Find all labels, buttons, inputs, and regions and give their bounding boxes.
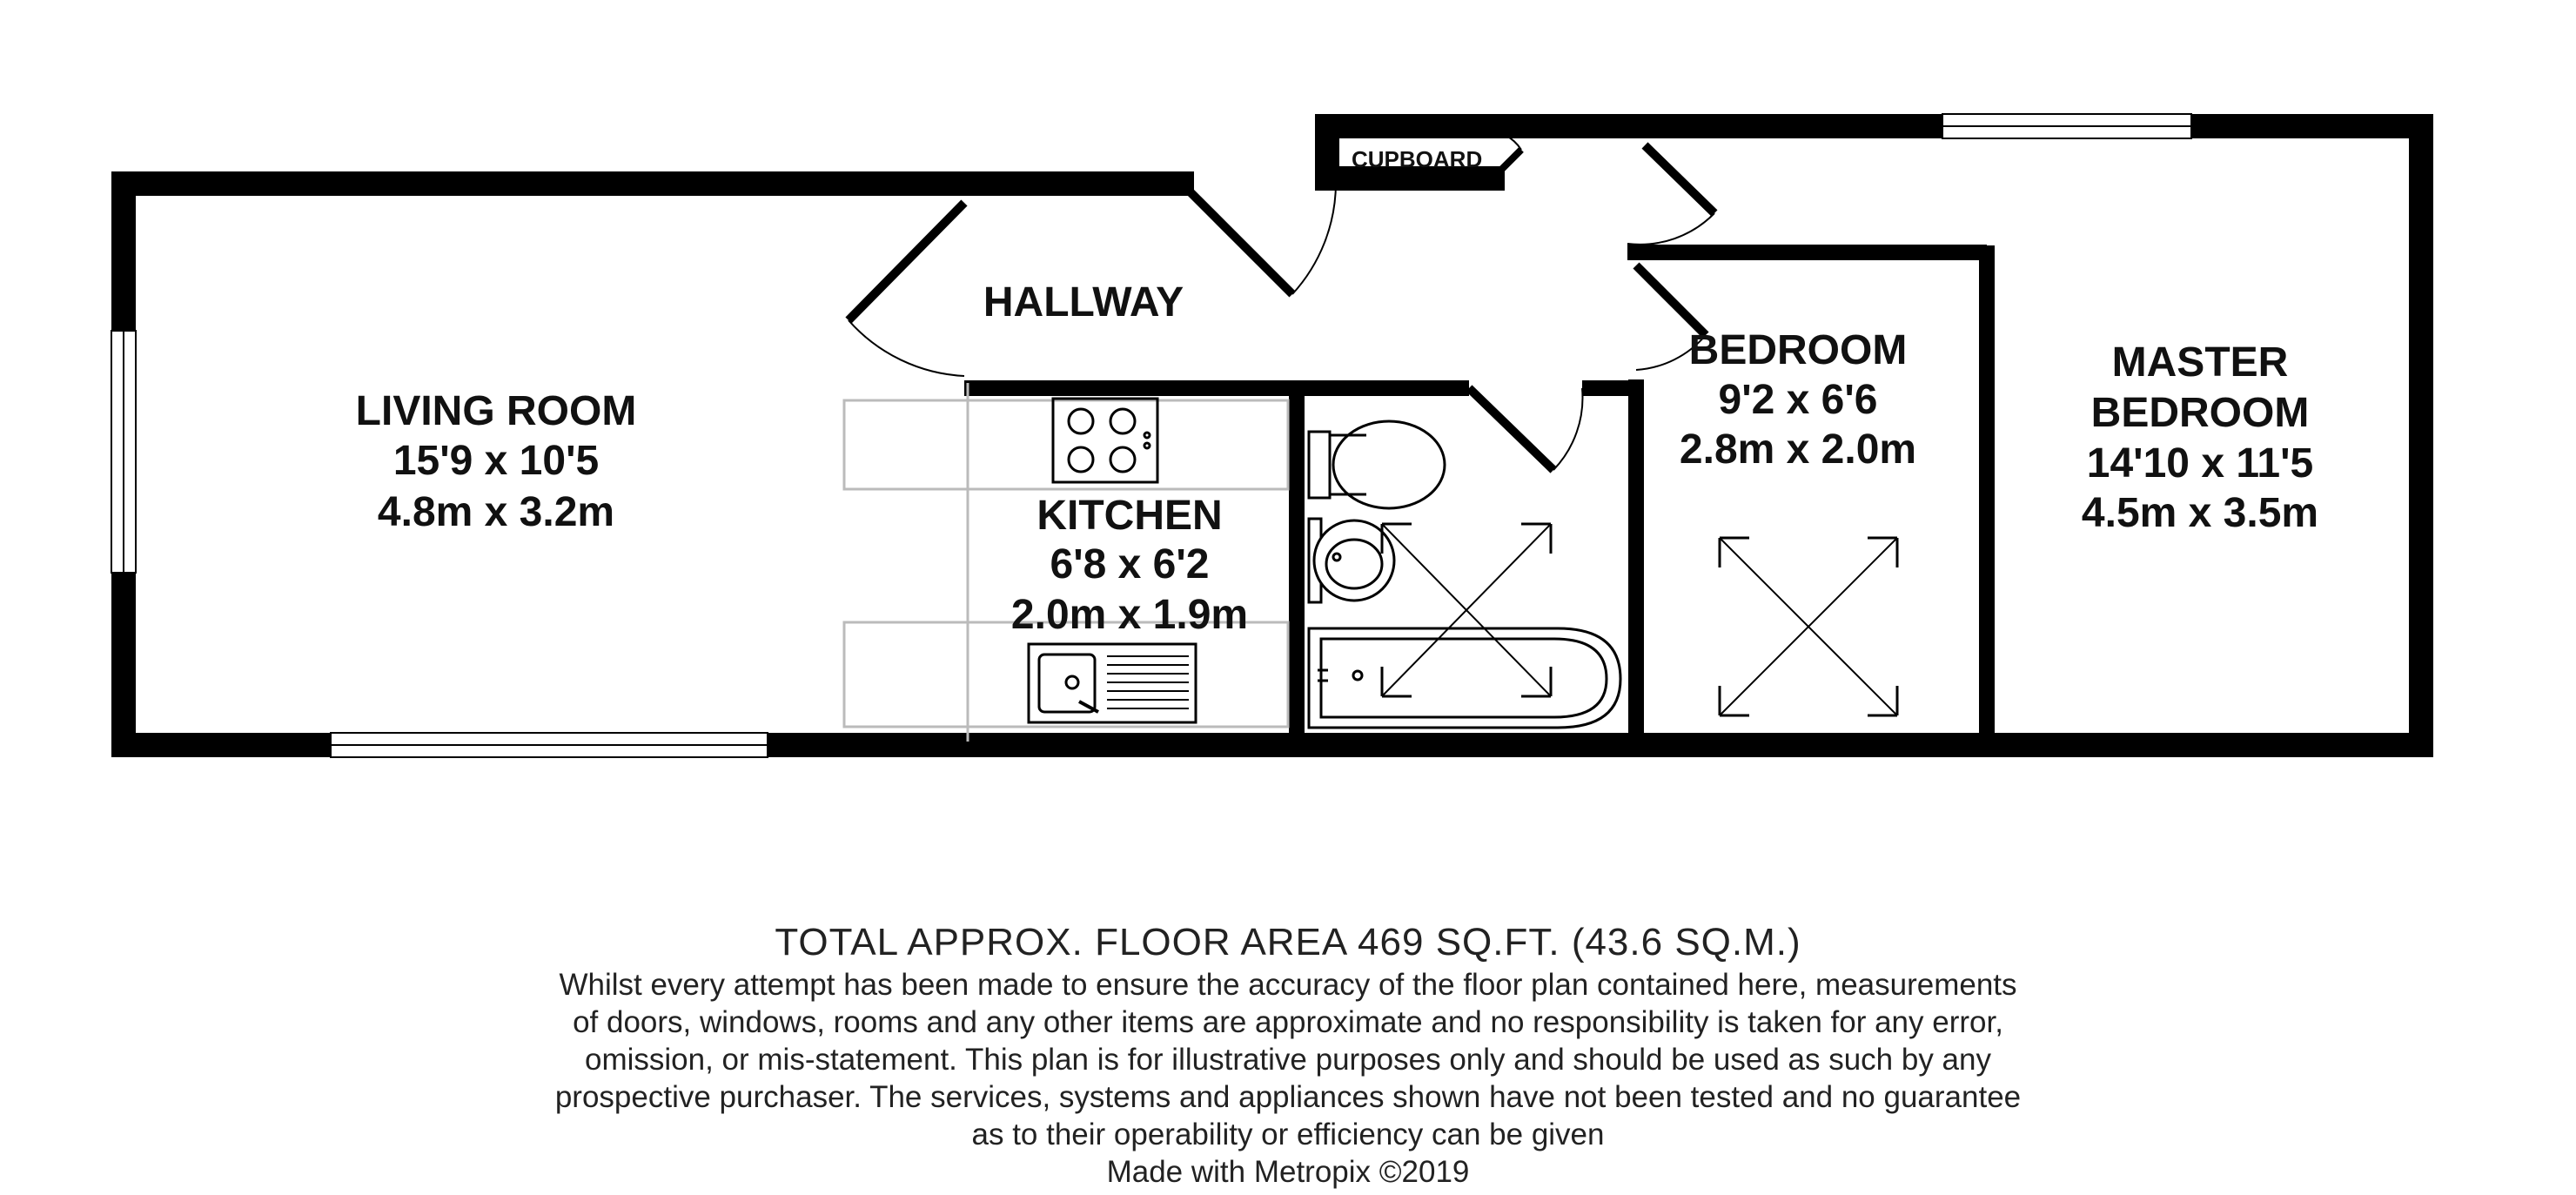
disclaimer-line: as to their operability or efficiency can be given <box>971 1118 1605 1151</box>
master-bedroom-imperial: 14'10 x 11'5 <box>2086 440 2314 487</box>
master-bedroom-name-line1: MASTER <box>2111 339 2289 386</box>
hob-icon <box>1053 399 1157 482</box>
door-cupboard <box>1493 150 1521 178</box>
bath-icon <box>1309 628 1620 728</box>
door-bathroom <box>1469 388 1553 470</box>
bedroom-name: BEDROOM <box>1688 327 1908 373</box>
hallway-name: HALLWAY <box>983 279 1184 326</box>
kitchen-imperial: 6'8 x 6'2 <box>1050 541 1210 587</box>
worktop-upper <box>844 400 1288 489</box>
metropix-credit: Made with Metropix ©2019 <box>1106 1155 1470 1189</box>
toilet-icon <box>1309 421 1445 508</box>
door-living <box>849 203 964 320</box>
kitchen-metric: 2.0m x 1.9m <box>1010 592 1249 638</box>
bedroom-imperial: 9'2 x 6'6 <box>1718 377 1878 423</box>
disclaimer-line: prospective purchaser. The services, systems and appliances shown have not been tested and no guarantee <box>554 1080 2022 1114</box>
kitchen-name: KITCHEN <box>1036 493 1223 539</box>
door-bedroom <box>1636 265 1706 335</box>
living-room-name: LIVING ROOM <box>355 388 637 434</box>
cupboard-name: CUPBOARD <box>1352 146 1483 172</box>
sink-icon <box>1029 644 1196 722</box>
master-bedroom-metric: 4.5m x 3.5m <box>2081 490 2319 536</box>
disclaimer <box>0 966 2576 1191</box>
door-hall-west <box>1182 184 1292 294</box>
total-floor-area: TOTAL APPROX. FLOOR AREA 469 SQ.FT. (43.6 SQ.M.) <box>775 921 1801 963</box>
living-room-metric: 4.8m x 3.2m <box>377 489 615 535</box>
disclaimer-line: of doors, windows, rooms and any other items are approximate and no responsibility is taken for any error, <box>573 1005 2003 1039</box>
door-master <box>1645 145 1714 213</box>
skylight-bedroom-icon <box>1720 538 1897 715</box>
master-bedroom-name-line2: BEDROOM <box>2090 390 2310 436</box>
disclaimer-line: omission, or mis-statement. This plan is for illustrative purposes only and should be used as such by any <box>585 1043 1991 1077</box>
disclaimer-line: Whilst every attempt has been made to ensure the accuracy of the floor plan contained here, measurements <box>559 968 2017 1002</box>
bedroom-metric: 2.8m x 2.0m <box>1679 426 1917 473</box>
living-room-imperial: 15'9 x 10'5 <box>392 438 600 484</box>
